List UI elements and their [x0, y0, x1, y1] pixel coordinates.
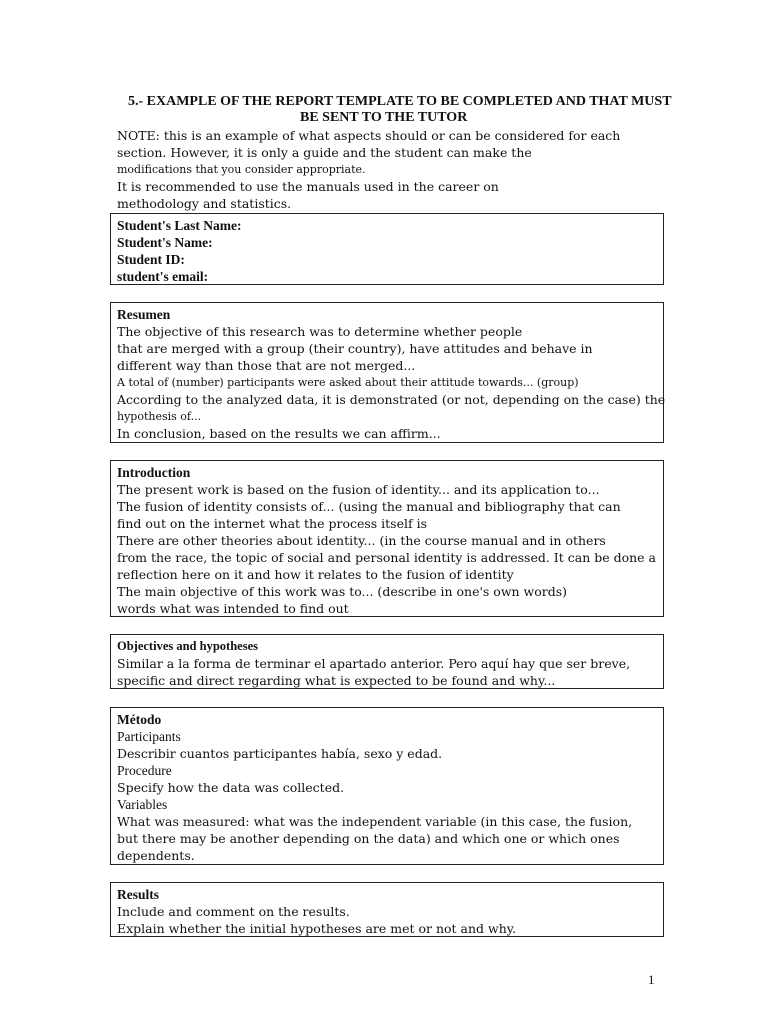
- objectives-line: specific and direct regarding what is expected to be found and why...: [117, 673, 556, 688]
- results-box: [110, 882, 664, 937]
- participants-label: Participants: [117, 729, 181, 744]
- results-line: Include and comment on the results.: [117, 904, 350, 919]
- introduction-line: reflection here on it and how it relates to the fusion of identity: [117, 567, 514, 582]
- introduction-line: The present work is based on the fusion of identity... and its application to...: [117, 482, 600, 497]
- variables-line: but there may be another depending on the data) and which one or which ones: [117, 831, 620, 846]
- procedure-label: Procedure: [117, 763, 172, 778]
- results-title: Results: [117, 887, 160, 902]
- summary-line: According to the analyzed data, it is demonstrated (or not, depending on the case) the: [117, 392, 666, 407]
- summary-title: Resumen: [117, 307, 171, 322]
- student-info-box: [110, 213, 664, 285]
- student-id-label: Student ID:: [117, 252, 185, 267]
- objectives-line: Similar a la forma de terminar el apartado anterior. Pero aquí hay que ser breve,: [117, 656, 631, 671]
- note-line: methodology and statistics.: [117, 196, 292, 211]
- introduction-line: The fusion of identity consists of... (using the manual and bibliography that can: [117, 499, 621, 514]
- student-email-label: student's email:: [117, 269, 209, 284]
- introduction-line: find out on the internet what the process itself is: [117, 516, 428, 531]
- variables-line: What was measured: what was the independent variable (in this case, the fusion,: [117, 814, 633, 829]
- introduction-line: There are other theories about identity... (in the course manual and in others: [117, 533, 606, 548]
- note-line: section. However, it is only a guide and the student can make the: [117, 145, 532, 160]
- student-name-label: Student's Name:: [117, 235, 213, 250]
- introduction-title: Introduction: [117, 465, 191, 480]
- summary-line: In conclusion, based on the results we can affirm...: [117, 426, 441, 441]
- introduction-box: [110, 460, 664, 617]
- objectives-title: Objectives and hypotheses: [117, 639, 258, 653]
- summary-line: that are merged with a group (their country), have attitudes and behave in: [117, 341, 593, 356]
- note-line: It is recommended to use the manuals used in the career on: [117, 179, 499, 194]
- note-line: NOTE: this is an example of what aspects should or can be considered for each: [117, 128, 621, 143]
- student-last-name-label: Student's Last Name:: [117, 218, 242, 233]
- section-heading: [128, 94, 728, 126]
- method-title: Método: [117, 712, 162, 727]
- procedure-text: Specify how the data was collected.: [117, 780, 345, 795]
- variables-label: Variables: [117, 797, 168, 812]
- heading-line-1: 5.- EXAMPLE OF THE REPORT TEMPLATE TO BE COMPLETED AND THAT MUST: [128, 94, 672, 109]
- summary-line: different way than those that are not merged...: [117, 358, 416, 373]
- introduction-line: from the race, the topic of social and personal identity is addressed. It can be done a: [117, 550, 656, 565]
- variables-line: dependents.: [117, 848, 195, 863]
- introduction-line: The main objective of this work was to... (describe in one's own words): [117, 584, 568, 599]
- results-line: Explain whether the initial hypotheses are met or not and why.: [117, 921, 517, 936]
- note-paragraph: [117, 127, 677, 212]
- heading-line-2: BE SENT TO THE TUTOR: [300, 110, 468, 125]
- summary-line: hypothesis of...: [117, 410, 202, 423]
- participants-text: Describir cuantos participantes había, sexo y edad.: [117, 746, 443, 761]
- method-box: [110, 707, 664, 865]
- objectives-box: [110, 634, 664, 689]
- page-number: 1: [648, 972, 655, 987]
- summary-line: A total of (number) participants were asked about their attitude towards... (group): [117, 376, 579, 389]
- summary-box: [110, 302, 664, 443]
- summary-line: The objective of this research was to determine whether people: [117, 324, 523, 339]
- note-line: modifications that you consider appropriate.: [117, 163, 366, 176]
- introduction-line: words what was intended to find out: [117, 601, 349, 616]
